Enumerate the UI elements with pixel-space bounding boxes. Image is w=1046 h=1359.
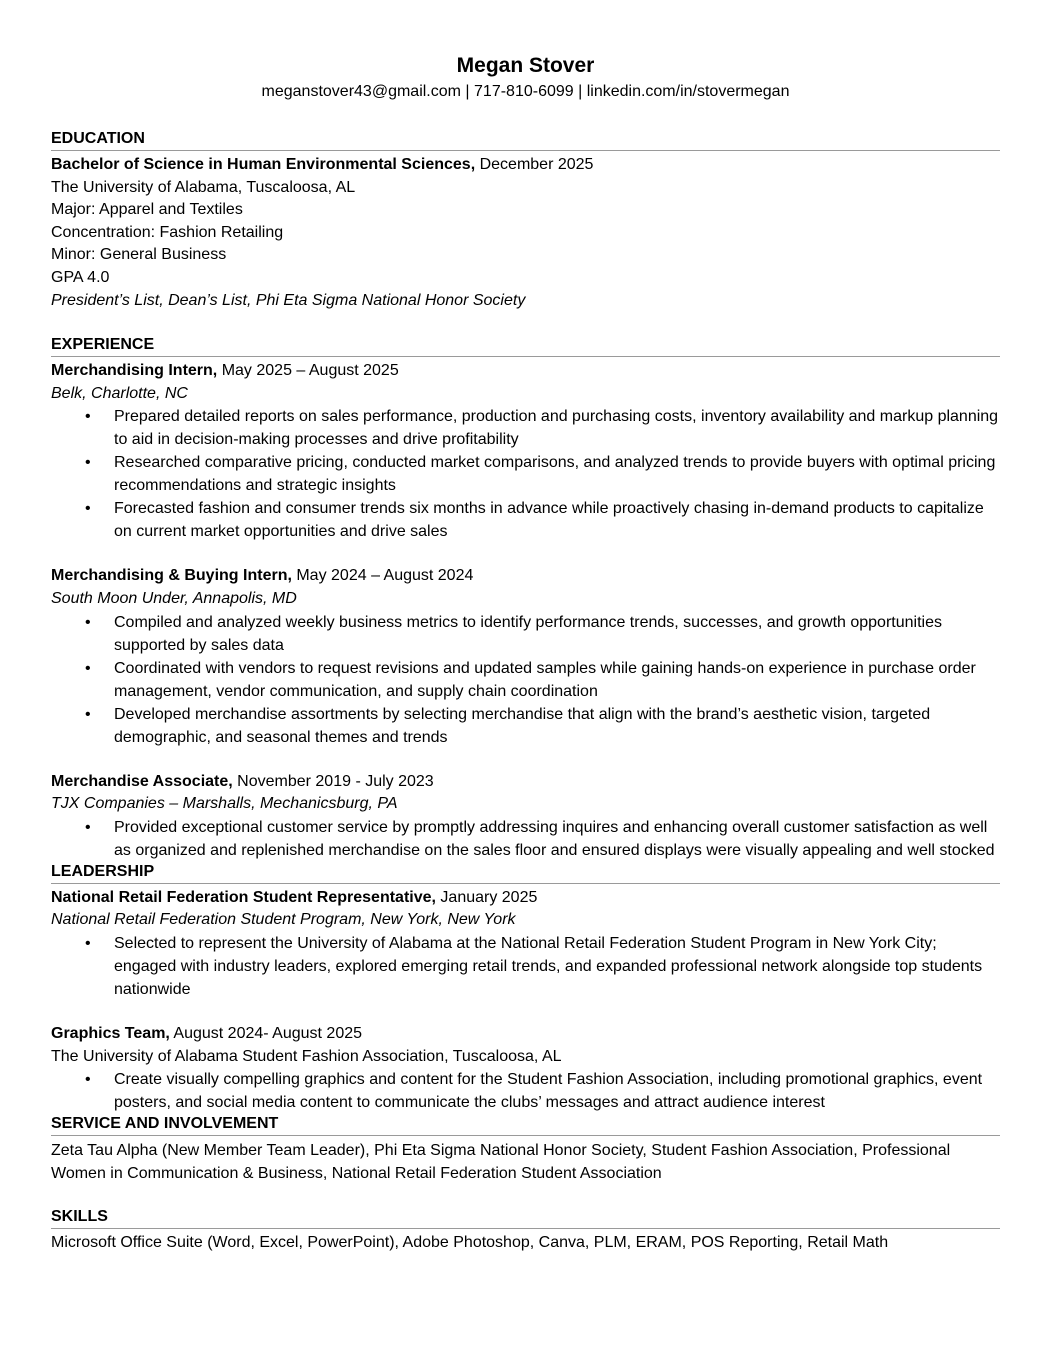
bullet-list — [51, 816, 1000, 862]
service-section — [51, 1114, 1000, 1185]
job-org: TJX Companies – Marshalls, Mechanicsburg, PA — [51, 795, 398, 813]
job-org: Belk, Charlotte, NC — [51, 384, 188, 402]
job-title-line — [51, 360, 1000, 383]
role-org: National Retail Federation Student Program, New York, New York — [51, 911, 516, 929]
section-heading: SERVICE AND INVOLVEMENT — [51, 1114, 1000, 1136]
bullet-item: • Forecasted fashion and consumer trends six months in advance while proactively chasing in-demand products to capitalize on current market opportunities and drive sales — [114, 497, 1000, 543]
role-title: Graphics Team, — [51, 1024, 170, 1042]
bullet-dot-icon: • — [85, 818, 91, 836]
skills-section — [51, 1207, 1000, 1255]
job-dates: May 2024 – August 2024 — [291, 567, 474, 585]
bullet-list — [51, 1068, 1000, 1114]
section-heading: EXPERIENCE — [51, 335, 1000, 357]
role-dates: January 2025 — [435, 888, 538, 906]
skills-text: Microsoft Office Suite (Word, Excel, PowerPoint), Adobe Photoshop, Canva, PLM, ERAM, POS Reporting, Retail Math — [51, 1234, 889, 1252]
bullet-item: • Create visually compelling graphics and content for the Student Fashion Association, including promotional graphics, event posters, and social media content to communicate the clubs’ messages and attract audience interest — [114, 1068, 1000, 1114]
job-dates: May 2025 – August 2025 — [217, 362, 399, 380]
contact-line: meganstover43@gmail.com | 717-810-6099 | linkedin.com/in/stovermegan — [261, 83, 790, 100]
role-entry — [51, 1023, 1000, 1114]
bullet-item: • Researched comparative pricing, conducted market comparisons, and analyzed trends to provide buyers with optimal pricing recommendations and strategic insights — [114, 451, 1000, 497]
job-title-line — [51, 565, 1000, 588]
role-dates: August 2024- August 2025 — [169, 1024, 363, 1042]
experience-section — [51, 335, 1000, 862]
job-entry — [51, 360, 1000, 543]
bullet-dot-icon: • — [85, 659, 91, 677]
bullet-item: • Provided exceptional customer service by promptly addressing inquires and enhancing overall customer satisfaction as well as organized and replenished merchandise on the sales floor and ensured displays were visually appealing and well stocked — [114, 816, 1000, 862]
section-heading: LEADERSHIP — [51, 862, 1000, 884]
bullet-list — [51, 932, 1000, 1001]
bullet-item: • Compiled and analyzed weekly business metrics to identify performance trends, successes, and growth opportunities supported by sales data — [114, 611, 1000, 657]
job-org: South Moon Under, Annapolis, MD — [51, 589, 297, 607]
bullet-dot-icon: • — [85, 934, 91, 952]
bullet-dot-icon: • — [85, 500, 91, 518]
honors-line: President’s List, Dean’s List, Phi Eta Sigma National Honor Society — [51, 291, 526, 309]
major-line: Major: Apparel and Textiles — [51, 201, 243, 219]
bullet-list — [51, 611, 1000, 749]
bullet-item: • Prepared detailed reports on sales performance, production and purchasing costs, inventory availability and markup planning to aid in decision-making processes and drive profitability — [114, 405, 1000, 451]
role-title-line — [51, 1023, 1000, 1046]
bullet-dot-icon: • — [85, 613, 91, 631]
bullet-dot-icon: • — [85, 705, 91, 723]
concentration-line: Concentration: Fashion Retailing — [51, 223, 284, 241]
leadership-section — [51, 862, 1000, 1114]
degree-date: December 2025 — [475, 156, 594, 173]
job-title: Merchandising & Buying Intern, — [51, 567, 292, 585]
job-entry — [51, 771, 1000, 862]
job-dates: November 2019 - July 2023 — [232, 772, 434, 790]
bullet-item: • Coordinated with vendors to request revisions and updated samples while gaining hands-on experience in purchase order management, vendor communication, and supply chain coordination — [114, 657, 1000, 703]
role-title-line — [51, 887, 1000, 910]
degree-name: Bachelor of Science in Human Environmental Sciences, — [51, 156, 476, 173]
bullet-dot-icon: • — [85, 454, 91, 472]
bullet-dot-icon: • — [85, 1071, 91, 1089]
bullet-item: • Selected to represent the University of Alabama at the National Retail Federation Student Program in New York City; engaged with industry leaders, explored emerging retail trends, and expanded professional network alongside top students nationwide — [114, 932, 1000, 1001]
job-title: Merchandising Intern, — [51, 362, 218, 380]
section-heading: EDUCATION — [51, 129, 1000, 151]
role-title: National Retail Federation Student Representative, — [51, 888, 436, 906]
candidate-name: Megan Stover — [456, 54, 595, 77]
school-line: The University of Alabama, Tuscaloosa, AL — [51, 178, 356, 196]
section-heading: SKILLS — [51, 1207, 1000, 1229]
bullet-list — [51, 405, 1000, 543]
job-title: Merchandise Associate, — [51, 772, 233, 790]
bullet-item: • Developed merchandise assortments by selecting merchandise that align with the brand’s aesthetic vision, targeted demographic, and seasonal themes and trends — [114, 703, 1000, 749]
education-section — [51, 129, 1000, 312]
role-org: The University of Alabama Student Fashion Association, Tuscaloosa, AL — [51, 1047, 562, 1065]
job-title-line — [51, 771, 1000, 794]
minor-line: Minor: General Business — [51, 246, 227, 264]
degree-line — [51, 154, 1000, 177]
job-entry — [51, 565, 1000, 748]
bullet-dot-icon: • — [85, 408, 91, 426]
role-entry — [51, 887, 1000, 1001]
gpa-line: GPA 4.0 — [51, 268, 110, 286]
service-text: Zeta Tau Alpha (New Member Team Leader), Phi Eta Sigma National Honor Society, Student Fashion Association, Professional Women in Communication & Business, National Retail Federation Student Association — [51, 1142, 951, 1183]
